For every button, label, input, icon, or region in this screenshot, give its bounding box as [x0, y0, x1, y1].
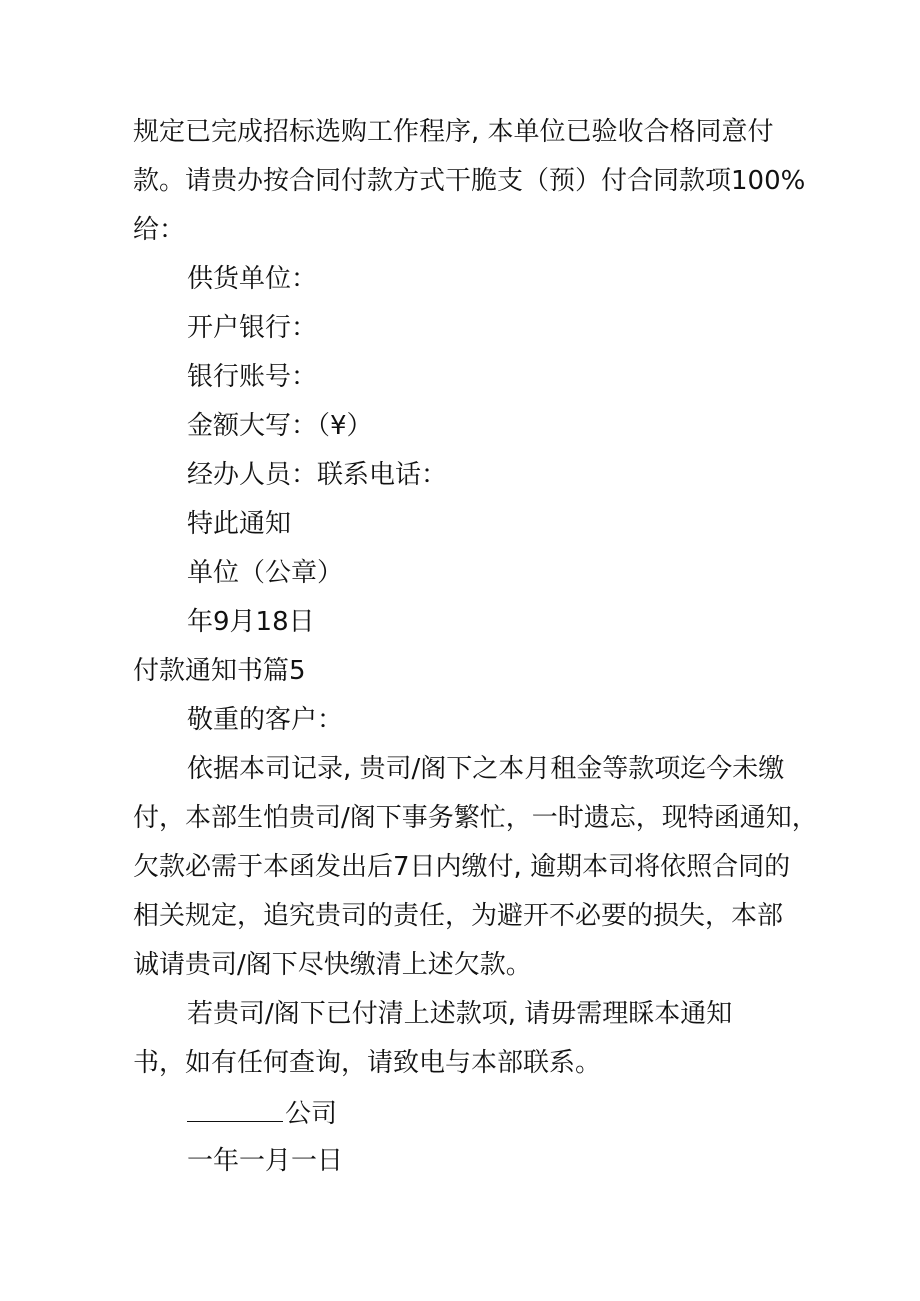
paragraph-line: 付，本部生怕贵司/阁下事务繁忙，一时遗忘，现特函通知， — [133, 803, 818, 833]
letter-date: 一年一月一日 — [187, 1146, 344, 1176]
bank-field-label: 开户银行： — [187, 313, 318, 343]
supplier-field-label: 供货单位： — [187, 264, 318, 294]
paragraph-line: 给： — [133, 215, 186, 245]
company-suffix: 公司 — [285, 1099, 338, 1129]
paragraph-line: 若贵司/阁下已付清上述款项, 请毋需理睬本通知 — [187, 999, 733, 1029]
section-title: 付款通知书篇5 — [133, 656, 306, 686]
account-field-label: 银行账号： — [187, 362, 318, 392]
amount-field-label: 金额大写：（¥） — [187, 411, 373, 441]
seal-text: 单位（公章） — [187, 558, 344, 588]
salutation: 敬重的客户： — [187, 705, 344, 735]
paragraph-line: 诚请贵司/阁下尽快缴清上述欠款。 — [133, 950, 532, 980]
paragraph-line: 款。请贵办按合同付款方式干脆支（预）付合同款项100% — [133, 166, 806, 196]
company-signature — [187, 1097, 337, 1129]
paragraph-line: 相关规定，追究贵司的责任，为避开不必要的损失，本部 — [133, 901, 784, 931]
paragraph-line: 欠款必需于本函发出后7日内缴付, 逾期本司将依照合同的 — [133, 852, 791, 882]
paragraph-line: 书，如有任何查询，请致电与本部联系。 — [133, 1048, 602, 1078]
paragraph-line: 规定已完成招标选购工作程序, 本单位已验收合格同意付 — [133, 117, 774, 147]
contact-field-label: 经办人员：联系电话： — [187, 460, 448, 490]
company-name-blank — [187, 1097, 283, 1122]
paragraph-line: 依据本司记录, 贵司/阁下之本月租金等款项迄今未缴 — [187, 754, 785, 784]
closing-date: 年9月18日 — [187, 607, 315, 637]
notice-text: 特此通知 — [187, 509, 292, 539]
